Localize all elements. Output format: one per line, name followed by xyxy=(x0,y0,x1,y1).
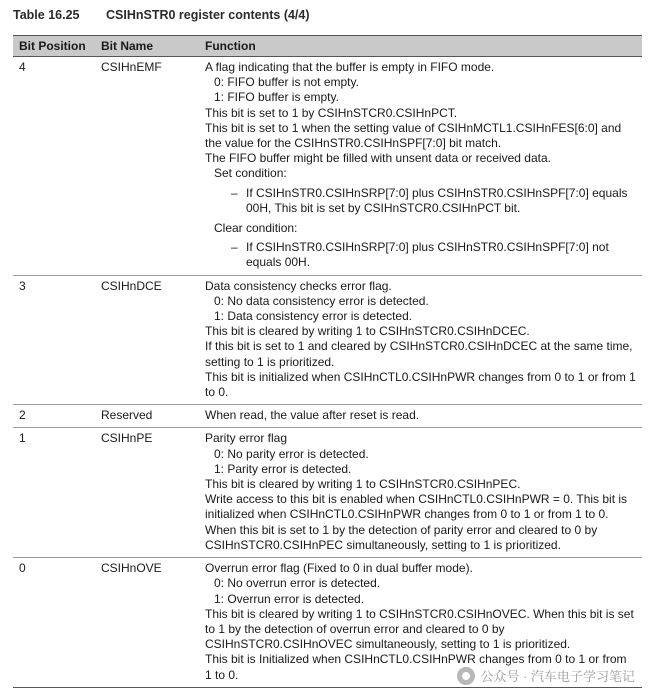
condition-text: If CSIHnSTR0.CSIHnSRP[7:0] plus CSIHnSTR0.CSIHnSPF[7:0] equals 00H, This bit is set by CSIHnSTCR0.CSIHnPCT bit. xyxy=(246,185,628,215)
table-row xyxy=(13,405,642,428)
function-line: 0: No parity error is detected. xyxy=(214,446,369,461)
bit-name-cell: Reserved xyxy=(95,405,199,428)
function-line: 1: FIFO buffer is empty. xyxy=(214,90,339,105)
function-line: 0: No overrun error is detected. xyxy=(214,576,381,591)
bit-name-cell: CSIHnOVE xyxy=(95,558,199,688)
function-line: 1: Data consistency error is detected. xyxy=(214,309,413,324)
function-line: When this bit is set to 1 by the detection of parity error and cleared to 0 by CSIHnSTCR0.CSIHnPEC simultaneously, setting to 1 is prioritized. xyxy=(205,522,598,552)
watermark-text: 公众号 · 汽车电子学习笔记 xyxy=(480,669,635,684)
function-line: 0: FIFO buffer is not empty. xyxy=(214,75,359,90)
function-line: Overrun error flag (Fixed to 0 in dual buffer mode). xyxy=(205,561,473,576)
bit-name-cell: CSIHnDCE xyxy=(95,275,199,405)
function-line: This bit is set to 1 when the setting value of CSIHnMCTL1.CSIHnFES[6:0] and xyxy=(205,120,622,135)
table-row xyxy=(13,57,642,276)
watermark xyxy=(457,666,635,685)
table-number: Table 16.25 xyxy=(13,8,80,22)
function-line: 1: Parity error is detected. xyxy=(214,461,352,476)
function-line: If this bit is set to 1 and cleared by CSIHnSTCR0.CSIHnDCEC at the same time, setting to 1 is prioritized. xyxy=(205,339,633,369)
bit-position-cell: 4 xyxy=(13,57,95,276)
condition-item xyxy=(205,240,636,270)
condition-item xyxy=(205,186,636,216)
function-line: This bit is initialized when CSIHnCTL0.CSIHnPWR changes from 0 to 1 or from 1 to 0. xyxy=(205,369,636,400)
table-title: CSIHnSTR0 register contents (4/4) xyxy=(106,8,310,22)
condition-text: If CSIHnSTR0.CSIHnSRP[7:0] plus CSIHnSTR0.CSIHnSPF[7:0] not equals 00H. xyxy=(246,240,609,270)
function-line: Parity error flag xyxy=(205,431,288,446)
clear-condition-label: Clear condition: xyxy=(214,221,298,236)
function-cell xyxy=(199,405,642,428)
wechat-icon xyxy=(457,667,475,685)
bit-name-cell: CSIHnEMF xyxy=(95,57,199,276)
table-row xyxy=(13,428,642,558)
function-line: This bit is cleared by writing 1 to CSIHnSTCR0.CSIHnOVEC. When this bit is set to 1 by the detection of overrun error and cleared to 0 by CSIHnSTCR0.CSIHnOVEC simultaneously, setting to 1 is prioritized. xyxy=(205,606,634,652)
function-line: Write access to this bit is enabled when CSIHnCTL0.CSIHnPWR = 0. This bit is initialized when CSIHnCTL0.CSIHnPWR changes from 0 to 1 or from 1 to 0. xyxy=(205,492,628,522)
bit-position-cell: 1 xyxy=(13,428,95,558)
header-function: Function xyxy=(199,36,642,57)
table-caption xyxy=(13,8,310,22)
bit-position-cell: 0 xyxy=(13,558,95,688)
function-line: This bit is cleared by writing 1 to CSIHnSTCR0.CSIHnDCEC. xyxy=(205,324,530,339)
function-line: Data consistency checks error flag. xyxy=(205,278,392,293)
bit-name-cell: CSIHnPE xyxy=(95,428,199,558)
function-line: This bit is Initialized when CSIHnCTL0.CSIHnPWR changes from 0 to 1 or from 1 to 0. xyxy=(205,652,627,682)
function-cell xyxy=(199,428,642,558)
table-row xyxy=(13,275,642,405)
function-line: This bit is cleared by writing 1 to CSIHnSTCR0.CSIHnPEC. xyxy=(205,477,521,492)
function-line: 0: No data consistency error is detected. xyxy=(214,293,429,308)
bit-position-cell: 2 xyxy=(13,405,95,428)
header-bit-name: Bit Name xyxy=(95,36,199,57)
header-row xyxy=(13,36,642,57)
function-line: When read, the value after reset is read. xyxy=(205,408,420,423)
dash-bullet: – xyxy=(231,185,238,200)
bit-position-cell: 3 xyxy=(13,275,95,405)
function-line: 1: Overrun error is detected. xyxy=(214,591,365,606)
set-condition-label: Set condition: xyxy=(214,166,287,181)
function-cell xyxy=(199,57,642,276)
function-line: This bit is set to 1 by CSIHnSTCR0.CSIHnPCT. xyxy=(205,105,458,120)
function-cell xyxy=(199,275,642,405)
dash-bullet: – xyxy=(231,240,238,255)
function-line: A flag indicating that the buffer is empty in FIFO mode. xyxy=(205,60,495,74)
function-line: The FIFO buffer might be filled with unsent data or received data. xyxy=(205,151,551,166)
header-bit-position: Bit Position xyxy=(13,36,95,57)
function-line: the value for the CSIHnSTR0.CSIHnSPF[7:0] bit match. xyxy=(205,136,502,151)
register-table xyxy=(13,35,642,688)
